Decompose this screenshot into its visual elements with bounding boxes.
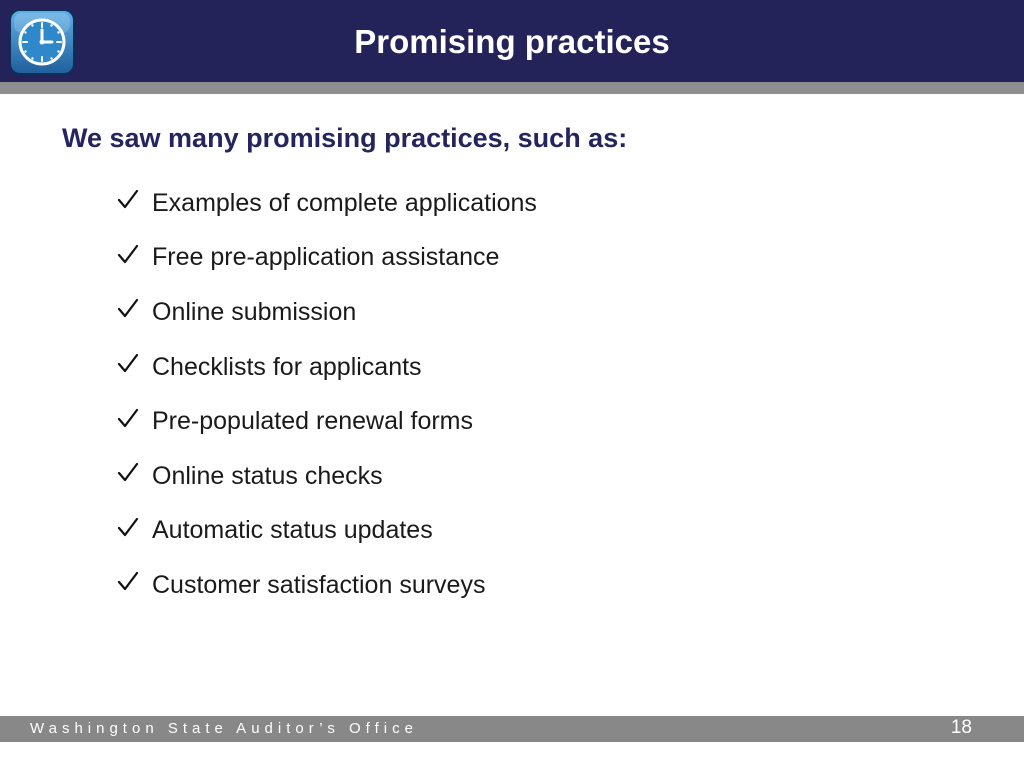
list-item-text: Customer satisfaction surveys [152, 570, 486, 599]
list-item-text: Online status checks [152, 461, 383, 490]
list-item [116, 504, 537, 559]
list-item-text: Free pre-application assistance [152, 243, 500, 272]
footer-organization: Washington State Auditor’s Office [30, 720, 418, 737]
footer-bar [0, 716, 1024, 742]
page-number: 18 [950, 717, 972, 738]
header-divider [0, 82, 1024, 94]
slide-title: Promising practices [354, 23, 670, 60]
practices-list [116, 176, 537, 613]
list-item [116, 449, 537, 504]
list-item-text: Automatic status updates [152, 516, 433, 545]
list-item-text: Examples of complete applications [152, 188, 537, 217]
check-icon [116, 351, 140, 375]
intro-heading: We saw many promising practices, such as: [62, 123, 628, 153]
check-icon [116, 569, 140, 593]
check-icon [116, 242, 140, 266]
list-item-text: Checklists for applicants [152, 352, 422, 381]
check-icon [116, 296, 140, 320]
list-item [116, 558, 537, 613]
check-icon [116, 515, 140, 539]
list-item [116, 394, 537, 449]
list-item-text: Pre-populated renewal forms [152, 407, 473, 436]
list-item [116, 231, 537, 286]
check-icon [116, 187, 140, 211]
check-icon [116, 460, 140, 484]
list-item [116, 176, 537, 231]
list-item-text: Online submission [152, 297, 357, 326]
header-bar [0, 0, 1024, 82]
list-item [116, 340, 537, 395]
check-icon [116, 406, 140, 430]
list-item [116, 285, 537, 340]
